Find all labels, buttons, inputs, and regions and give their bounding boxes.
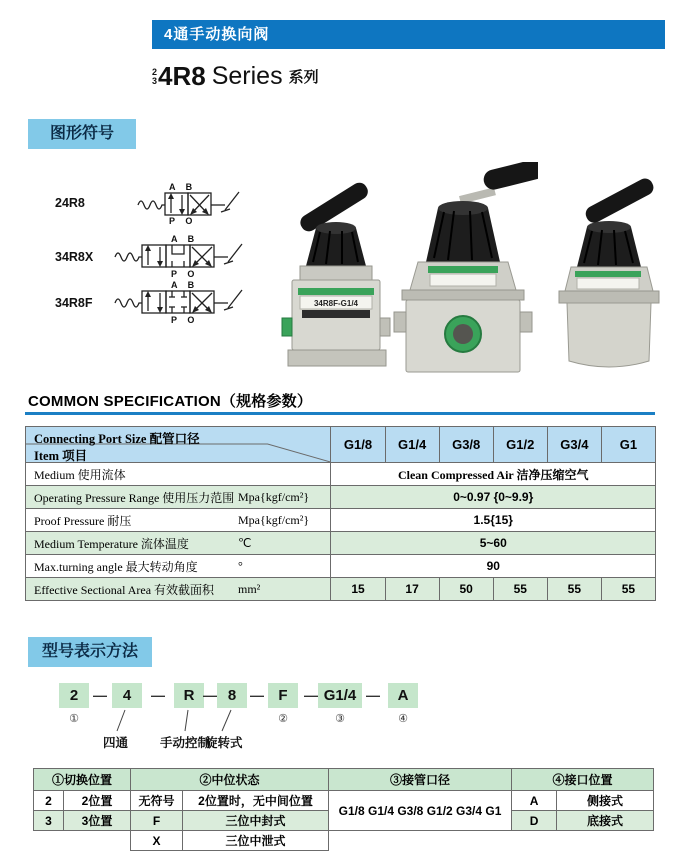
row-unit: ℃ <box>238 535 252 550</box>
symbol-label-34R8F: 34R8F <box>55 296 93 310</box>
row-unit: Mpa{kgf/cm²} <box>238 489 310 504</box>
callout-four-way: 四通 <box>103 736 129 750</box>
row-value: 1.5{15} <box>331 509 656 532</box>
valve-symbol-24R8 <box>133 182 258 226</box>
area-value-g34: 55 <box>547 578 601 601</box>
valve-photo-right <box>545 175 673 375</box>
row-label: Effective Sectional Area 有效截面积 <box>34 582 215 597</box>
area-value-g38: 50 <box>439 578 493 601</box>
spec-col-g12: G1/2 <box>493 427 547 463</box>
row-label: Max.turning angle 最大转动角度 <box>34 559 198 574</box>
area-value-g12: 55 <box>493 578 547 601</box>
port-labels-top: A B <box>171 280 199 290</box>
middle-label: 三位中封式 <box>183 811 329 831</box>
port-labels-bottom: P O <box>171 315 199 325</box>
legend-header-switch: ①切换位置 <box>34 769 131 791</box>
spec-row-pressure-range <box>26 486 656 509</box>
code-part-positions: 2 <box>59 683 89 708</box>
valve-symbol-34R8F <box>110 278 275 326</box>
code-dash: — <box>203 687 217 703</box>
empty-cell <box>34 831 64 851</box>
spec-col-g34: G3/4 <box>547 427 601 463</box>
code-mark-3: ③ <box>335 713 345 725</box>
series-prefix <box>152 68 157 90</box>
middle-label: 三位中泄式 <box>183 831 329 851</box>
port-sizes-cell: G1/8 G1/4 G3/8 G1/2 G3/4 G1 <box>329 791 512 831</box>
legend-header-port-position: ④接口位置 <box>512 769 654 791</box>
spec-row-turning-angle <box>26 555 656 578</box>
model-section-title: 型号表示方法 <box>28 637 152 667</box>
valve-photo-left <box>280 178 392 378</box>
spec-row-sectional-area <box>26 578 656 601</box>
position-label: 底接式 <box>557 811 654 831</box>
code-part-middle-state: F <box>268 683 298 708</box>
code-dash: — <box>151 687 165 703</box>
position-code: D <box>512 811 557 831</box>
port-labels-top: A B <box>169 182 197 192</box>
valve-lever <box>459 162 538 204</box>
valve-body <box>282 266 390 366</box>
series-word-cn: 系列 <box>288 69 319 86</box>
empty-cell <box>329 831 512 851</box>
symbol-label-34R8X: 34R8X <box>55 250 94 264</box>
code-mark-4: ④ <box>398 713 408 725</box>
spec-row-temperature <box>26 532 656 555</box>
port-labels-bottom: P O <box>169 216 197 226</box>
code-part-port-size: G1/4 <box>318 683 362 708</box>
row-label: Medium 使用流体 <box>34 467 126 482</box>
spec-header-line2: Item 项目 <box>34 449 88 463</box>
series-name: 4R8 <box>158 61 206 91</box>
middle-code: 无符号 <box>131 791 183 811</box>
spec-section-title: COMMON SPECIFICATION（规格参数） <box>28 393 313 410</box>
row-label: Medium Temperature 流体温度 <box>34 536 189 551</box>
middle-code: X <box>131 831 183 851</box>
legend-header-middle: ②中位状态 <box>131 769 329 791</box>
spec-col-g1: G1 <box>601 427 655 463</box>
code-mark-1: ① <box>69 713 79 725</box>
series-prefix-top: 2 <box>152 67 158 77</box>
valve-knob <box>577 221 641 267</box>
spec-header-line1: Connecting Port Size 配管口径 <box>34 432 200 446</box>
model-code-diagram <box>55 683 435 755</box>
middle-label: 2位置时，无中间位置 <box>183 791 329 811</box>
code-dash: — <box>93 687 107 703</box>
row-value: Clean Compressed Air 洁净压缩空气 <box>331 463 656 486</box>
port-labels-top: A B <box>171 234 199 244</box>
code-dash: — <box>304 687 318 703</box>
switch-code: 3 <box>34 811 64 831</box>
valve-body <box>559 267 659 367</box>
empty-cell <box>64 831 131 851</box>
code-dash: — <box>366 687 380 703</box>
spec-header-row <box>26 427 656 463</box>
legend-table <box>33 768 654 851</box>
port-labels-bottom: P O <box>171 269 199 279</box>
switch-code: 2 <box>34 791 64 811</box>
legend-row-1 <box>34 791 654 811</box>
spec-row-proof-pressure <box>26 509 656 532</box>
code-dash: — <box>250 687 264 703</box>
valve-knob <box>426 201 500 262</box>
row-unit: ° <box>238 558 243 573</box>
legend-header-row <box>34 769 654 791</box>
spec-divider <box>25 412 655 415</box>
area-value-g1: 55 <box>601 578 655 601</box>
spec-col-g18: G1/8 <box>331 427 385 463</box>
switch-label: 3位置 <box>64 811 131 831</box>
symbols-section-title: 图形符号 <box>28 119 136 149</box>
page-banner: 4通手动换向阀 <box>152 20 665 49</box>
area-value-g18: 15 <box>331 578 385 601</box>
row-value: 0~0.97 {0~9.9} <box>331 486 656 509</box>
valve-body <box>394 262 532 372</box>
valve-photo-middle <box>388 162 538 382</box>
code-part-rotary: 8 <box>217 683 247 708</box>
row-unit: Mpa{kgf/cm²} <box>238 512 310 527</box>
row-unit: mm² <box>238 581 261 596</box>
code-part-manual: R <box>174 683 204 708</box>
valve-lever <box>583 176 656 226</box>
callout-rotary-type: 旋转式 <box>205 736 243 750</box>
spec-col-g14: G1/4 <box>385 427 439 463</box>
empty-cell <box>557 831 654 851</box>
callout-manual-control: 手动控制 <box>160 736 211 750</box>
middle-code: F <box>131 811 183 831</box>
empty-cell <box>512 831 557 851</box>
series-word: Series <box>211 62 283 90</box>
spec-table <box>25 426 656 601</box>
area-value-g14: 17 <box>385 578 439 601</box>
code-mark-2: ② <box>278 713 288 725</box>
switch-label: 2位置 <box>64 791 131 811</box>
spec-header-item <box>26 427 331 463</box>
row-label: Operating Pressure Range 使用压力范围 <box>34 490 235 505</box>
series-title <box>152 56 319 90</box>
series-prefix-bottom: 3 <box>152 76 158 86</box>
legend-row-3 <box>34 831 654 851</box>
valve-left-label: 34R8F-G1/4 <box>313 299 359 308</box>
position-code: A <box>512 791 557 811</box>
spec-row-medium <box>26 463 656 486</box>
row-value: 5~60 <box>331 532 656 555</box>
valve-symbol-34R8X <box>110 232 275 280</box>
code-part-port-position: A <box>388 683 418 708</box>
spec-col-g38: G3/8 <box>439 427 493 463</box>
row-value: 90 <box>331 555 656 578</box>
legend-header-port-size: ③接管口径 <box>329 769 512 791</box>
row-label: Proof Pressure 耐压 <box>34 513 132 528</box>
position-label: 侧接式 <box>557 791 654 811</box>
code-part-ways: 4 <box>112 683 142 708</box>
symbol-label-24R8: 24R8 <box>55 196 85 210</box>
